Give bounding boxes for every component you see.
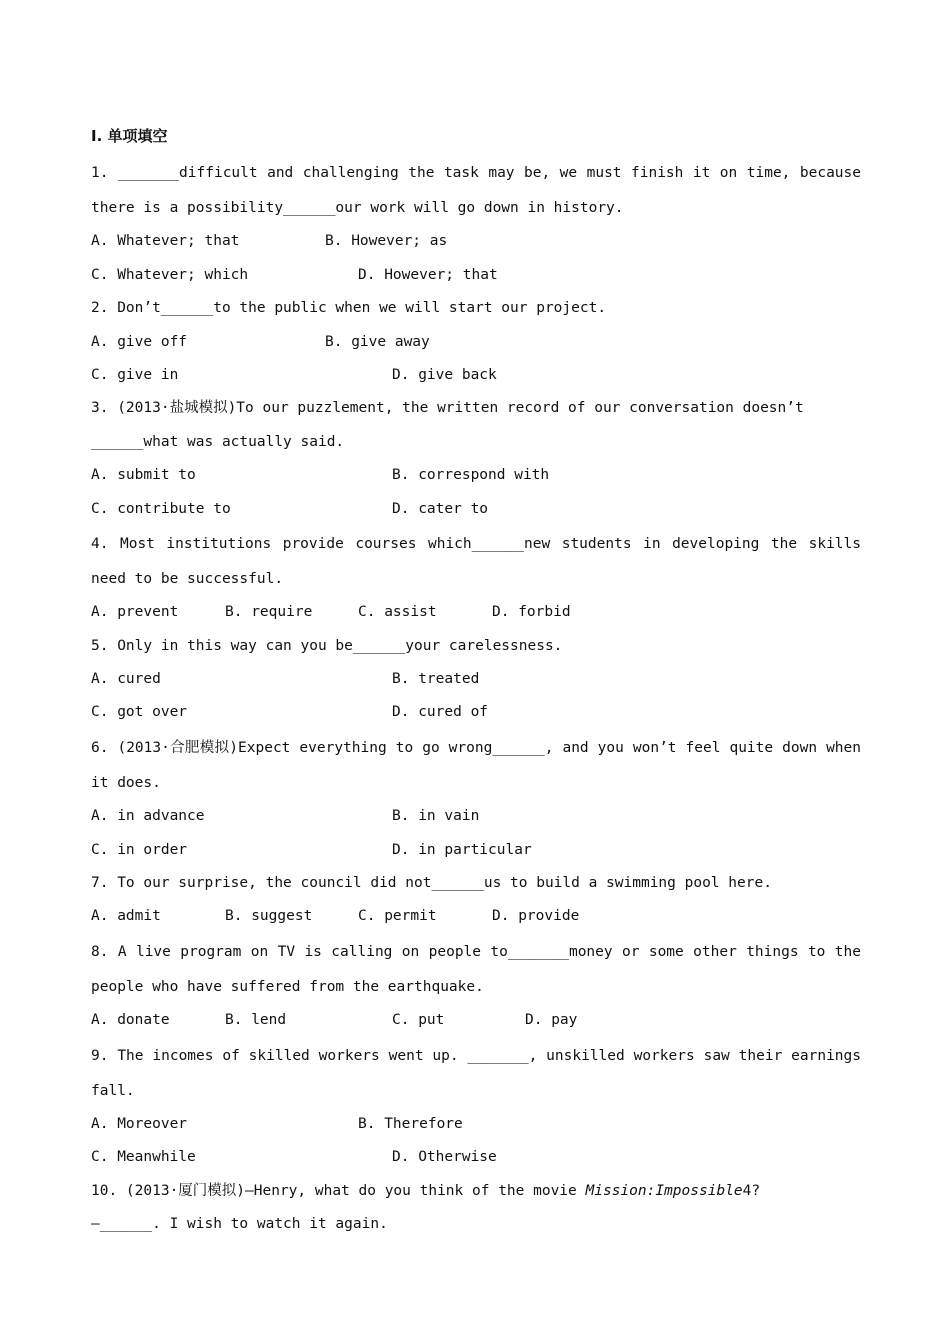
option-c: C. permit — [358, 908, 437, 925]
question-1-line-2: there is a possibility______our work will go down in history. — [91, 200, 624, 216]
question-3-options-row-2 — [91, 493, 861, 526]
option-a: A. donate — [91, 1012, 170, 1029]
option-a: A. give off — [91, 333, 188, 350]
option-a: A. admit — [91, 908, 161, 925]
question-2-options-row-1 — [91, 326, 861, 359]
question-10-text-pre: 10. (2013·厦门模拟)—Henry, what do you think of the movie — [91, 1182, 586, 1199]
option-b: B. give away — [325, 333, 430, 350]
question-2-line-1: 2. Don’t______to the public when we will start our project. — [91, 300, 607, 317]
question-9-options-row-1 — [91, 1108, 861, 1141]
option-c: C. Whatever; which — [91, 266, 249, 283]
option-c: C. Meanwhile — [91, 1149, 196, 1166]
question-6-line-2: it does. — [91, 774, 161, 791]
option-d: D. cured of — [392, 704, 489, 721]
question-7-options-row — [91, 900, 861, 933]
question-5-options-row-2 — [91, 696, 861, 729]
question-10-line-1 — [91, 1175, 861, 1208]
question-3-line-2: ______what was actually said. — [91, 433, 345, 450]
question-6-line-1: 6. (2013·合肥模拟)Expect everything to go wrong______, and you won’t feel quite down when — [91, 739, 861, 756]
section-title: Ⅰ. 单项填空 — [91, 127, 168, 145]
question-8-line-2: people who have suffered from the earthquake. — [91, 978, 484, 995]
movie-title: Mission:Impossible — [585, 1182, 743, 1199]
option-d: D. give back — [392, 366, 497, 383]
option-d: D. cater to — [392, 500, 489, 517]
option-a: A. Moreover — [91, 1115, 188, 1132]
question-1-options-row-2 — [91, 259, 861, 292]
option-b: B. correspond with — [392, 467, 550, 484]
option-b: B. require — [225, 604, 313, 621]
option-b: B. in vain — [392, 808, 480, 825]
option-d: D. However; that — [358, 266, 498, 283]
question-4-line-2: need to be successful. — [91, 570, 284, 587]
option-a: A. prevent — [91, 604, 179, 621]
question-10-text-post: 4? — [742, 1182, 761, 1199]
option-c: C. put — [392, 1012, 445, 1029]
question-6-options-row-2 — [91, 834, 861, 867]
option-d: D. forbid — [492, 604, 571, 621]
question-6-options-row-1 — [91, 800, 861, 833]
question-7-line-1: 7. To our surprise, the council did not______us to build a swimming pool here. — [91, 875, 772, 892]
question-2-options-row-2 — [91, 359, 861, 392]
option-d: D. pay — [525, 1012, 578, 1029]
option-b: B. treated — [392, 671, 480, 688]
option-d: D. Otherwise — [392, 1149, 497, 1166]
option-b: B. suggest — [225, 908, 313, 925]
option-d: D. in particular — [392, 841, 532, 858]
question-8-line-1: 8. A live program on TV is calling on people to_______money or some other things to the — [91, 943, 861, 960]
question-5-options-row-1 — [91, 663, 861, 696]
question-4-options-row — [91, 596, 861, 629]
question-10-line-2: —______. I wish to watch it again. — [91, 1216, 388, 1233]
question-9-line-2: fall. — [91, 1082, 135, 1099]
option-a: A. in advance — [91, 808, 205, 825]
option-c: C. give in — [91, 366, 179, 383]
option-a: A. cured — [91, 671, 161, 688]
option-c: C. in order — [91, 841, 188, 858]
question-3-line-1: 3. (2013·盐城模拟)To our puzzlement, the written record of our conversation doesn’t — [91, 400, 804, 417]
option-b: B. lend — [225, 1012, 287, 1029]
option-b: B. However; as — [325, 233, 448, 250]
question-1-options-row-1 — [91, 225, 861, 258]
question-1-line-1: 1. _______difficult and challenging the task may be, we must finish it on time, because — [91, 165, 861, 181]
question-9-options-row-2 — [91, 1141, 861, 1174]
option-c: C. got over — [91, 704, 188, 721]
question-3-options-row-1 — [91, 459, 861, 492]
question-5-line-1: 5. Only in this way can you be______your carelessness. — [91, 637, 563, 654]
option-d: D. provide — [492, 908, 580, 925]
option-a: A. Whatever; that — [91, 233, 240, 250]
option-c: C. assist — [358, 604, 437, 621]
question-9-line-1: 9. The incomes of skilled workers went up. _______, unskilled workers saw their earnings — [91, 1047, 861, 1064]
option-a: A. submit to — [91, 467, 196, 484]
option-c: C. contribute to — [91, 500, 231, 517]
question-8-options-row — [91, 1004, 861, 1037]
question-4-line-1: 4. Most institutions provide courses which______new students in developing the skills — [91, 535, 861, 552]
document-page — [91, 122, 861, 1242]
option-b: B. Therefore — [358, 1115, 463, 1132]
